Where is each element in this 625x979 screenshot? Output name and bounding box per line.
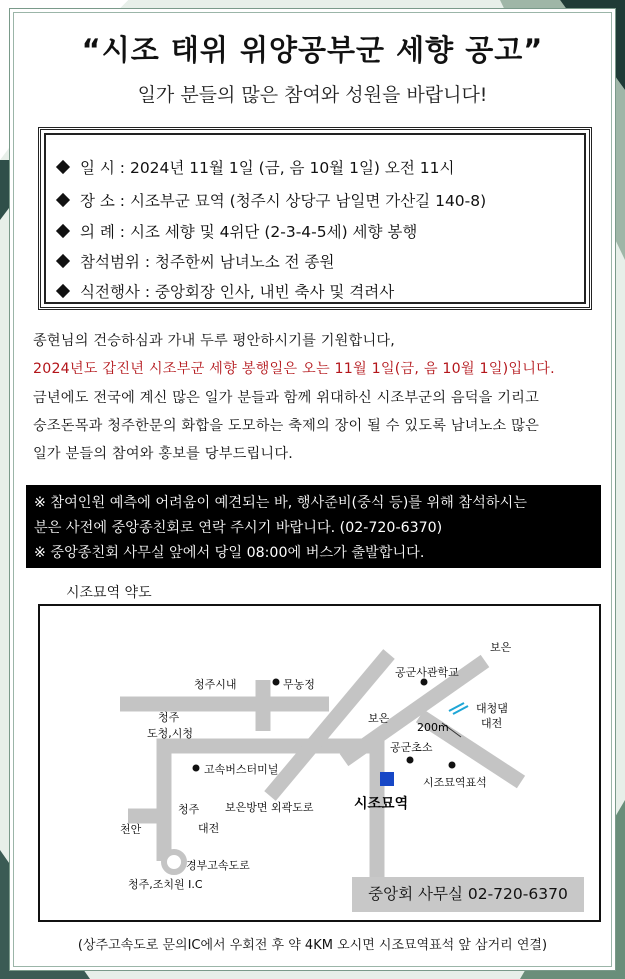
event-info-box xyxy=(38,127,592,310)
map-label-cd-2: 대전 xyxy=(198,822,220,835)
info-separator: : xyxy=(114,223,130,241)
diamond-bullet-icon xyxy=(56,224,70,238)
info-value: 2024년 11월 1일 (금, 음 10월 1일) 오전 11시 xyxy=(129,159,455,177)
map-label-distance: 200m xyxy=(417,721,449,734)
map-label-office-1: 청주 xyxy=(158,711,180,724)
marker-stone-dot xyxy=(449,762,456,769)
info-attendees xyxy=(58,250,334,272)
map-label-terminal: 고속버스터미널 xyxy=(204,763,279,776)
airforce-school-dot xyxy=(421,679,428,686)
notice-banner xyxy=(26,485,601,568)
map-label-airforce-post: 공군초소 xyxy=(390,741,433,754)
diamond-bullet-icon xyxy=(56,284,70,298)
map-label-ic: 청주,조치원 I.C xyxy=(128,878,203,891)
body-line-2-highlight: 2024년도 갑진년 시조부군 세향 봉행일은 오는 11월 1일(금, 음 10월 1일)입니다. xyxy=(33,361,555,377)
info-value: 시조부군 묘역 (청주시 상당구 남일면 가산길 140-8) xyxy=(129,192,487,210)
map-label-boeun-mid: 보은 xyxy=(368,712,390,725)
info-separator: : xyxy=(114,159,130,177)
info-label: 의 례 xyxy=(80,223,115,241)
map-label-bypass: 보은방면 외곽도로 xyxy=(225,801,314,814)
notice-line-3: ※ 중앙종친회 사무실 앞에서 당일 08:00에 버스가 출발합니다. xyxy=(34,545,425,561)
sijo-tomb-icon xyxy=(380,772,394,786)
page-title: “시조 태위 위양공부군 세향 공고” xyxy=(81,33,544,67)
info-label: 일 시 xyxy=(80,159,115,177)
info-label: 장 소 xyxy=(80,192,115,210)
info-value: 중앙회장 인사, 내빈 축사 및 격려사 xyxy=(154,283,395,301)
map-label-dam-1: 대청댐 xyxy=(476,702,508,715)
directions-footnote: (상주고속도로 문의IC에서 우회전 후 약 4KM 오시면 시조묘역표석 앞 삼거리 연결) xyxy=(77,938,548,953)
info-ritual xyxy=(58,220,417,242)
notice-line-1: ※ 참여인원 예측에 어려움이 예견되는 바, 행사준비(중식 등)를 위해 참석하시는 xyxy=(34,495,527,511)
map-label-cheongju-city: 청주시내 xyxy=(194,678,237,691)
info-separator: : xyxy=(139,253,155,271)
body-line-1: 종현님의 건승하심과 가내 두루 평안하시기를 기원합니다, xyxy=(33,333,395,349)
body-line-3: 금년에도 전국에 계신 많은 일가 분들과 함께 위대하신 시조부군의 음덕을 기리고 xyxy=(33,390,539,406)
diamond-bullet-icon xyxy=(56,160,70,174)
info-place xyxy=(58,189,486,211)
info-label: 식전행사 xyxy=(80,283,140,301)
airforce-post-dot xyxy=(407,757,414,764)
map-label-office-2: 도청,시청 xyxy=(147,727,194,740)
terminal-dot xyxy=(193,765,200,772)
map-drawing xyxy=(40,606,599,920)
interchange-loop xyxy=(164,852,184,872)
map-label-munongjeong: 무농정 xyxy=(283,678,315,691)
info-value: 시조 세향 및 4위단 (2-3-4-5세) 세향 봉행 xyxy=(129,223,418,241)
info-separator: : xyxy=(139,283,155,301)
diamond-bullet-icon xyxy=(56,193,70,207)
body-line-5: 일가 분들의 참여와 홍보를 당부드립니다. xyxy=(33,446,293,462)
directions-map xyxy=(38,604,601,922)
body-line-4: 숭조돈목과 청주한문의 화합을 도모하는 축제의 장이 될 수 있도록 남녀노소 많은 xyxy=(33,418,539,434)
map-label-cd-1: 청주 xyxy=(178,803,200,816)
map-label-gyeongbu: 경부고속도로 xyxy=(186,859,250,872)
munongjeong-dot xyxy=(273,679,280,686)
map-label-marker: 시조묘역표석 xyxy=(423,776,487,789)
notice-line-2: 분은 사전에 중앙종친회로 연락 주시기 바랍니다. (02-720-6370) xyxy=(34,520,443,536)
info-value: 청주한씨 남녀노소 전 종원 xyxy=(154,253,335,271)
office-contact-badge: 중앙회 사무실 02-720-6370 xyxy=(352,877,584,912)
page-subtitle: 일가 분들의 많은 참여와 성원을 바랍니다! xyxy=(137,84,488,106)
info-preceremony xyxy=(58,280,394,302)
map-label-sijo-tomb: 시조묘역 xyxy=(354,796,409,812)
map-label-airforce-school: 공군사관학교 xyxy=(395,666,459,679)
map-label-cheonan: 천안 xyxy=(120,823,142,836)
map-label-boeun-top: 보은 xyxy=(490,641,512,654)
info-label: 참석범위 xyxy=(80,253,140,271)
diamond-bullet-icon xyxy=(56,254,70,268)
map-label-dam-2: 대전 xyxy=(481,717,503,730)
info-date xyxy=(58,156,454,178)
info-separator: : xyxy=(114,192,130,210)
map-heading: 시조묘역 약도 xyxy=(66,585,152,601)
